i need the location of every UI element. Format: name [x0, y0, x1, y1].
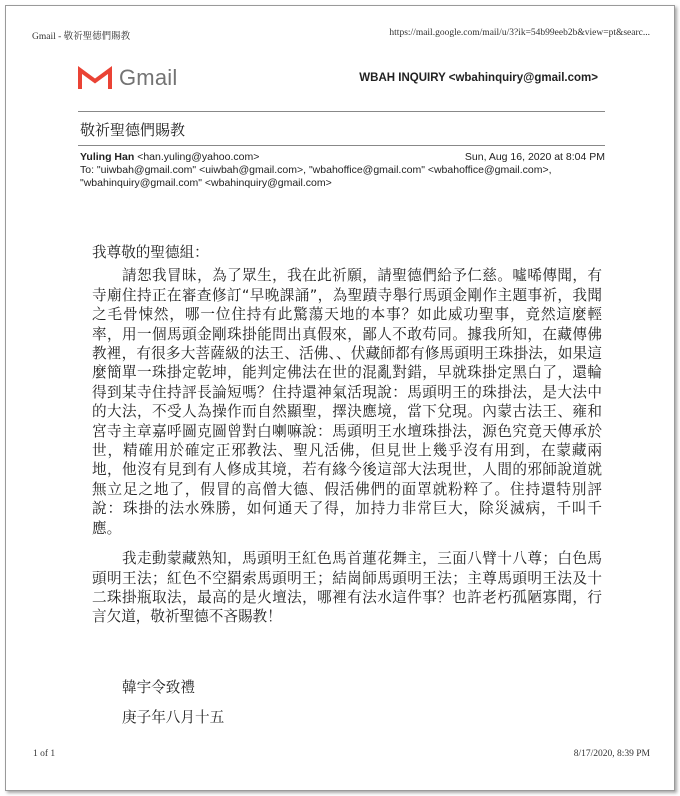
sender-email: <han.yuling@yahoo.com>	[137, 151, 260, 163]
body-paragraph-2: 我走動蒙藏熟知，馬頭明王紅色馬首蓮花舞主，三面八臂十八尊；白色馬頭明王法；紅色不空羂索馬頭明王；結崗師馬頭明王法；主尊馬頭明王法及十二珠掛瓶取法，最高的是火壇法，哪裡有法水這件事？也許老朽孤陋寡聞，行言欠道，敬祈聖德不吝賜教！	[92, 550, 602, 626]
printed-timestamp: 8/17/2020, 8:39 PM	[573, 749, 650, 759]
print-page-title: Gmail - 敬祈聖德們賜教	[32, 32, 131, 42]
email-meta	[80, 151, 605, 190]
divider-top	[78, 111, 605, 112]
email-body	[92, 243, 602, 627]
email-subject: 敬祈聖德們賜教	[80, 121, 186, 139]
email-date: Sun, Aug 16, 2020 at 8:04 PM	[464, 151, 605, 163]
divider-subject	[78, 145, 605, 146]
signature: 韓宇令致禮	[122, 679, 195, 696]
page-count: 1 of 1	[33, 749, 56, 759]
gmail-m-icon	[78, 65, 112, 91]
gmail-logo	[78, 62, 208, 94]
sign-date: 庚子年八月十五	[122, 709, 225, 726]
print-url: https://mail.google.com/mail/u/3?ik=54b99eeb2b&view=pt&searc...	[389, 28, 650, 38]
body-paragraph-1: 請恕我冒昧，為了眾生，我在此祈願，請聖德們給予仁慈。噓唏傳聞，有寺廟住持正在審查修訂“早晚課誦”，為聖蹟寺舉行馬頭金剛作主題事祈，我聞之毛骨悚然，哪一位住持有此驚蕩天地的本事？如此威功聖事，竟然這麼輕率，用一個馬頭金剛珠掛能問出真假來，鄙人不敢苟同。據我所知，在藏傳佛教裡，有很多大菩薩級的法王、活佛、、伏藏師都有修馬頭明王珠掛法，如果這麼簡單一珠掛定乾坤，能判定佛法在世的混亂對錯，早就珠掛定黑白了，還輪得到某寺住持評長論短嗎？住持還神氣活現說：馬頭明王的珠掛法，是大法中的大法，不受人為操作而自然顯聖，擇決應境，當下兌現。內蒙古法王、雍和宮寺主章嘉呼圖克圖曾對白喇嘛說：馬頭明王水壇珠掛法，源色究竟天傳承於世，精確用於確定正邪教法、聖凡活佛，但見世上幾乎沒有用到，在蒙藏兩地，他沒有見到有人修成其境，若有緣今後這部大法現世，人間的邪師說道就無立足之地了，假冒的高僧大德、假活佛們的面罩就粉粹了。住持還特別評說：珠掛的法水殊勝，如何通天了得，加持力非常巨大，除災滅病，千叫千應。	[92, 267, 602, 537]
recipients-line-2: "wbahinquiry@gmail.com" <wbahinquiry@gmail.com>	[80, 177, 332, 189]
recipients-line-1: To: "uiwbah@gmail.com" <uiwbah@gmail.com>, "wbahoffice@gmail.com" <wbahoffice@gmail.com>,	[80, 164, 552, 176]
account-label: WBAH INQUIRY <wbahinquiry@gmail.com>	[359, 72, 598, 84]
greeting: 我尊敬的聖德組：	[92, 244, 209, 261]
sender-name: Yuling Han	[80, 151, 135, 163]
gmail-logo-text: Gmail	[119, 65, 178, 90]
